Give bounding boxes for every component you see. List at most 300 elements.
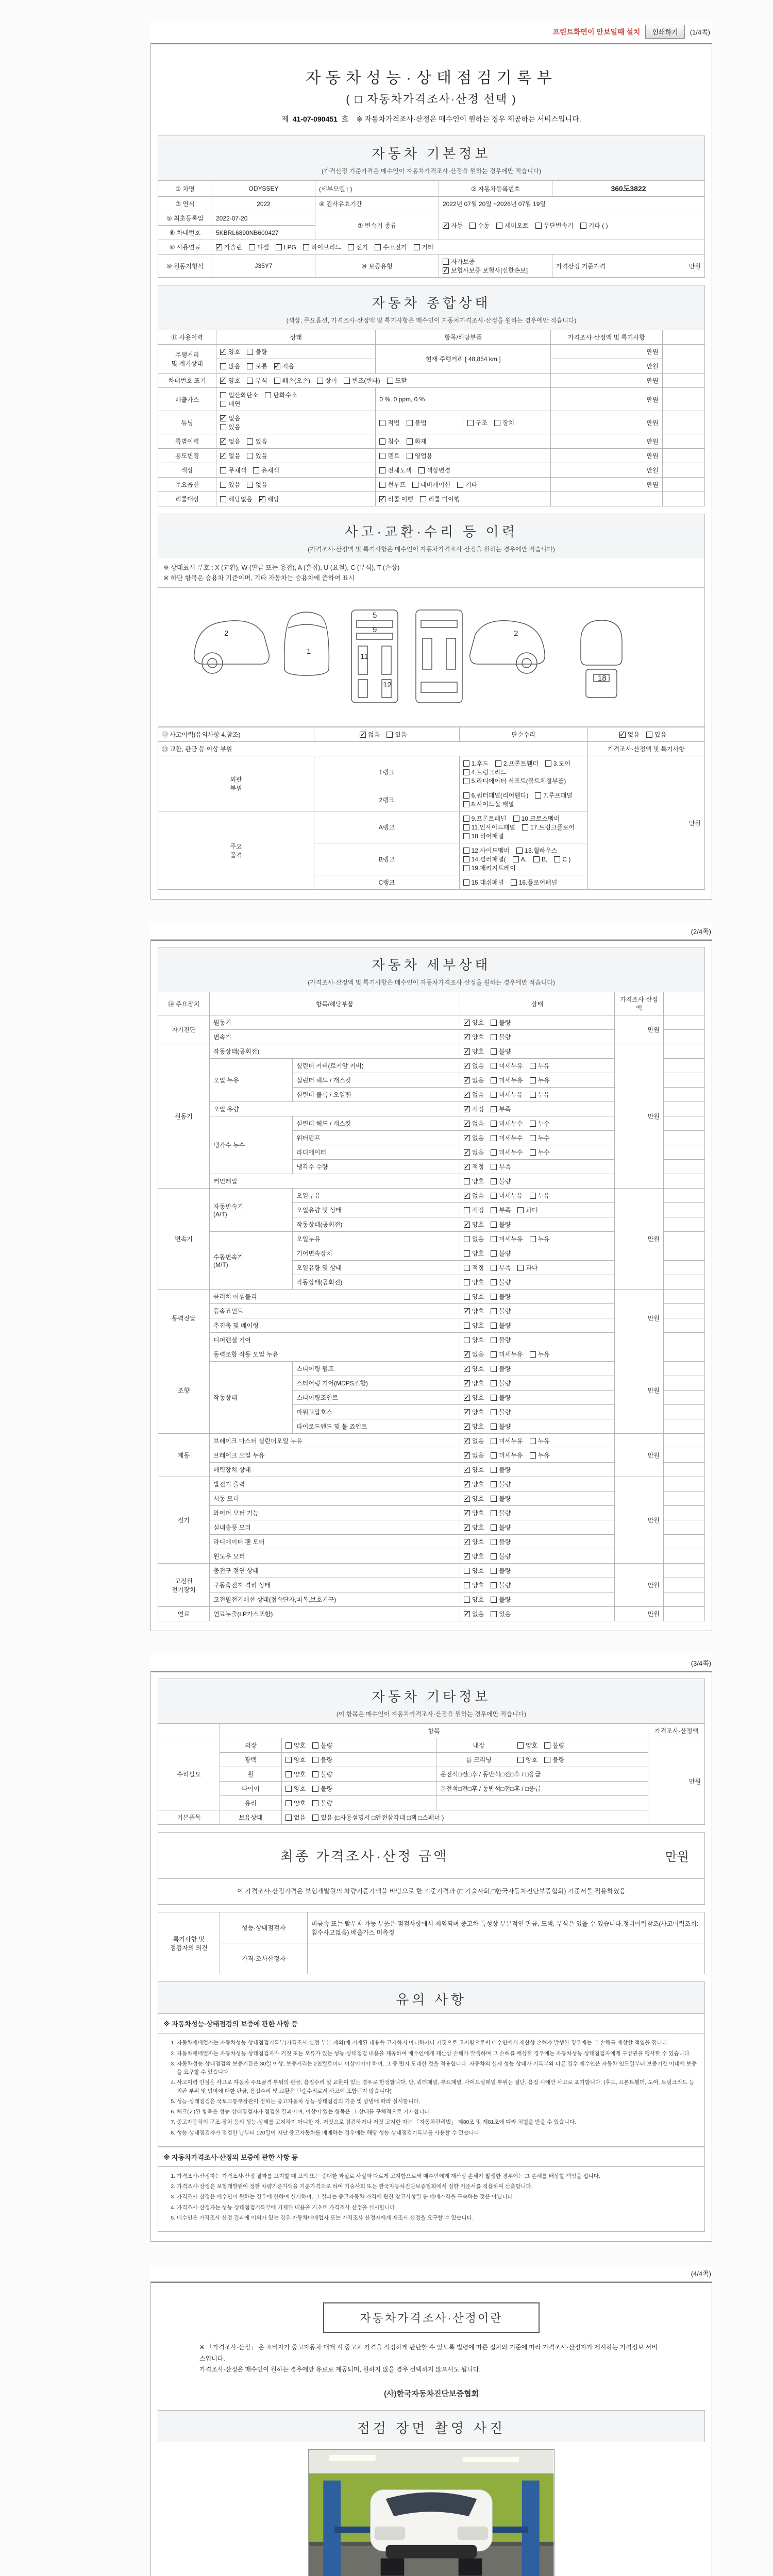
- checkbox-16.플로어패널[interactable]: [511, 878, 558, 887]
- checkbox-불량[interactable]: [491, 1047, 511, 1056]
- checkbox-양호[interactable]: [464, 1422, 484, 1431]
- checkbox-box[interactable]: [544, 1742, 550, 1749]
- checkbox-box[interactable]: [379, 496, 385, 502]
- checkbox-양호[interactable]: [464, 1566, 484, 1575]
- checkbox-네비게이션[interactable]: [412, 480, 450, 489]
- checkbox-양호[interactable]: [464, 1465, 484, 1474]
- checkbox-box[interactable]: [491, 1380, 497, 1386]
- checkbox-없음[interactable]: [464, 1451, 484, 1460]
- checkbox-4.트렁크리드[interactable]: [463, 768, 507, 776]
- checkbox-box[interactable]: [464, 1092, 470, 1098]
- checkbox-box[interactable]: [285, 1771, 292, 1777]
- checkbox-box[interactable]: [412, 482, 418, 488]
- checkbox-양호[interactable]: [285, 1784, 306, 1793]
- checkbox-없음[interactable]: [464, 1133, 484, 1142]
- checkbox-불량[interactable]: [491, 1537, 511, 1546]
- checkbox-있음[interactable]: [386, 730, 407, 739]
- checkbox-box[interactable]: [464, 1294, 470, 1300]
- checkbox-적음[interactable]: [274, 362, 294, 370]
- checkbox-미세누유[interactable]: [491, 1436, 523, 1445]
- checkbox-box[interactable]: [418, 467, 425, 473]
- checkbox-box[interactable]: [285, 1742, 292, 1749]
- checkbox-불량[interactable]: [491, 1523, 511, 1532]
- checkbox-양호[interactable]: [464, 1480, 484, 1488]
- checkbox-box[interactable]: [220, 378, 226, 384]
- checkbox-box[interactable]: [259, 496, 265, 502]
- checkbox-누유[interactable]: [530, 1191, 550, 1200]
- checkbox-12.사이드멤버[interactable]: [463, 846, 510, 855]
- checkbox-적정[interactable]: [464, 1162, 484, 1171]
- checkbox-불량[interactable]: [491, 1249, 511, 1258]
- checkbox-box[interactable]: [530, 1092, 536, 1098]
- checkbox-box[interactable]: [530, 1135, 536, 1141]
- checkbox-box[interactable]: [463, 769, 469, 775]
- checkbox-box[interactable]: [220, 453, 226, 459]
- checkbox-box[interactable]: [463, 760, 469, 767]
- checkbox-19.패키지트레이[interactable]: [463, 863, 516, 872]
- checkbox-자동[interactable]: [443, 221, 463, 230]
- checkbox-box[interactable]: [491, 1539, 497, 1545]
- checkbox-box[interactable]: [491, 1178, 497, 1184]
- checkbox-있음[interactable]: [491, 1609, 511, 1618]
- checkbox-box[interactable]: [414, 244, 420, 250]
- checkbox-box[interactable]: [491, 1582, 497, 1588]
- checkbox-box[interactable]: [464, 1236, 470, 1242]
- checkbox-box[interactable]: [464, 1265, 470, 1271]
- checkbox-없음[interactable]: [464, 1350, 484, 1359]
- checkbox-box[interactable]: [530, 1077, 536, 1083]
- checkbox-없음[interactable]: [220, 451, 240, 460]
- checkbox-불량[interactable]: [247, 347, 267, 356]
- checkbox-box[interactable]: [386, 732, 393, 738]
- checkbox-8.사이드실 패널[interactable]: [463, 800, 514, 808]
- checkbox-box[interactable]: [491, 1481, 497, 1487]
- checkbox-양호[interactable]: [464, 1379, 484, 1387]
- checkbox-box[interactable]: [580, 223, 586, 229]
- checkbox-box[interactable]: [464, 1452, 470, 1459]
- checkbox-box[interactable]: [220, 401, 226, 407]
- checkbox-box[interactable]: [247, 378, 253, 384]
- checkbox-box[interactable]: [274, 378, 280, 384]
- checkbox-있음[interactable]: [247, 437, 267, 446]
- checkbox-box[interactable]: [491, 1568, 497, 1574]
- checkbox-box[interactable]: [463, 833, 469, 839]
- checkbox-불량[interactable]: [491, 1307, 511, 1315]
- checkbox-box[interactable]: [463, 865, 469, 871]
- checkbox-적정[interactable]: [464, 1105, 484, 1113]
- checkbox-box[interactable]: [249, 244, 255, 250]
- checkbox-있음[interactable]: [646, 730, 666, 739]
- checkbox-누수[interactable]: [530, 1119, 550, 1128]
- checkbox-box[interactable]: [464, 1149, 470, 1156]
- checkbox-box[interactable]: [491, 1149, 497, 1156]
- checkbox-box[interactable]: [464, 1106, 470, 1112]
- checkbox-불량[interactable]: [491, 1480, 511, 1488]
- checkbox-box[interactable]: [464, 1063, 470, 1069]
- checkbox-세미오토[interactable]: [496, 221, 528, 230]
- checkbox-box[interactable]: [463, 801, 469, 807]
- checkbox-box[interactable]: [285, 1815, 292, 1821]
- checkbox-리콜 이행[interactable]: [379, 495, 413, 503]
- checkbox-box[interactable]: [491, 1510, 497, 1516]
- checkbox-box[interactable]: [348, 244, 354, 250]
- checkbox-box[interactable]: [491, 1423, 497, 1430]
- checkbox-있음 (□사용설명서 □안전삼각대 □잭 □스패너 )[interactable]: [312, 1813, 444, 1822]
- checkbox-box[interactable]: [535, 223, 542, 229]
- checkbox-해당[interactable]: [259, 495, 279, 503]
- checkbox-box[interactable]: [463, 856, 469, 862]
- checkbox-box[interactable]: [285, 1786, 292, 1792]
- checkbox-box[interactable]: [379, 467, 385, 473]
- checkbox-box[interactable]: [464, 1222, 470, 1228]
- checkbox-box[interactable]: [463, 879, 469, 886]
- checkbox-box[interactable]: [464, 1034, 470, 1040]
- print-button[interactable]: 인쇄하기: [645, 25, 684, 39]
- checkbox-11.인사이드패널[interactable]: [463, 823, 515, 832]
- checkbox-box[interactable]: [464, 1020, 470, 1026]
- checkbox-box[interactable]: [464, 1423, 470, 1430]
- checkbox-box[interactable]: [516, 848, 523, 854]
- checkbox-box[interactable]: [247, 482, 253, 488]
- checkbox-일산화탄소[interactable]: [220, 391, 258, 399]
- checkbox-부족[interactable]: [491, 1105, 511, 1113]
- checkbox-없음[interactable]: [464, 1191, 484, 1200]
- checkbox-box[interactable]: [253, 467, 259, 473]
- checkbox-box[interactable]: [387, 378, 393, 384]
- checkbox-양호[interactable]: [464, 1408, 484, 1416]
- checkbox-부족[interactable]: [491, 1263, 511, 1272]
- checkbox-box[interactable]: [464, 1279, 470, 1285]
- checkbox-변조(변타)[interactable]: [344, 376, 380, 385]
- checkbox-box[interactable]: [317, 378, 323, 384]
- checkbox-가솔린[interactable]: [216, 243, 242, 251]
- checkbox-C )[interactable]: [554, 856, 570, 863]
- checkbox-불량[interactable]: [312, 1755, 332, 1764]
- checkbox-box[interactable]: [494, 420, 500, 426]
- checkbox-기타[interactable]: [414, 243, 434, 251]
- checkbox-box[interactable]: [443, 267, 449, 274]
- checkbox-부족[interactable]: [491, 1206, 511, 1214]
- checkbox-부식[interactable]: [247, 376, 267, 385]
- checkbox-영업용[interactable]: [407, 451, 433, 460]
- checkbox-유채색[interactable]: [253, 466, 279, 474]
- checkbox-양호[interactable]: [464, 1177, 484, 1185]
- checkbox-box[interactable]: [464, 1193, 470, 1199]
- checkbox-box[interactable]: [491, 1250, 497, 1257]
- checkbox-미세누유[interactable]: [491, 1234, 523, 1243]
- checkbox-box[interactable]: [312, 1815, 318, 1821]
- checkbox-양호[interactable]: [464, 1509, 484, 1517]
- checkbox-누유[interactable]: [530, 1090, 550, 1099]
- checkbox-box[interactable]: [464, 1308, 470, 1314]
- checkbox-box[interactable]: [491, 1351, 497, 1358]
- checkbox-box[interactable]: [464, 1323, 470, 1329]
- checkbox-양호[interactable]: [464, 1581, 484, 1589]
- checkbox-box[interactable]: [491, 1395, 497, 1401]
- checkbox-수소전기[interactable]: [375, 243, 407, 251]
- checkbox-미세누수[interactable]: [491, 1119, 523, 1128]
- checkbox-B,[interactable]: [533, 856, 547, 863]
- checkbox-상이[interactable]: [317, 376, 337, 385]
- checkbox-양호[interactable]: [285, 1741, 306, 1750]
- checkbox-무단변속기[interactable]: [535, 221, 574, 230]
- checkbox-box[interactable]: [457, 482, 463, 488]
- checkbox-box[interactable]: [312, 1757, 318, 1763]
- checkbox-3.도어[interactable]: [545, 759, 570, 768]
- checkbox-box[interactable]: [491, 1265, 497, 1271]
- checkbox-box[interactable]: [463, 778, 469, 784]
- checkbox-box[interactable]: [464, 1121, 470, 1127]
- checkbox-양호[interactable]: [464, 1321, 484, 1330]
- checkbox-box[interactable]: [407, 438, 413, 445]
- checkbox-box[interactable]: [491, 1193, 497, 1199]
- checkbox-불량[interactable]: [491, 1494, 511, 1503]
- checkbox-없음[interactable]: [464, 1119, 484, 1128]
- checkbox-box[interactable]: [247, 363, 253, 369]
- checkbox-box[interactable]: [530, 1351, 536, 1358]
- checkbox-box[interactable]: [464, 1568, 470, 1574]
- checkbox-누수[interactable]: [530, 1148, 550, 1157]
- checkbox-box[interactable]: [619, 732, 626, 738]
- checkbox-box[interactable]: [530, 1452, 536, 1459]
- checkbox-box[interactable]: [220, 438, 226, 445]
- checkbox-box[interactable]: [247, 438, 253, 445]
- checkbox-1.후드[interactable]: [463, 759, 489, 768]
- checkbox-box[interactable]: [285, 1800, 292, 1806]
- checkbox-전기[interactable]: [348, 243, 368, 251]
- checkbox-box[interactable]: [464, 1077, 470, 1083]
- checkbox-box[interactable]: [463, 848, 469, 854]
- checkbox-불량[interactable]: [491, 1335, 511, 1344]
- checkbox-box[interactable]: [220, 349, 226, 355]
- checkbox-box[interactable]: [443, 223, 449, 229]
- checkbox-box[interactable]: [464, 1496, 470, 1502]
- checkbox-box[interactable]: [491, 1222, 497, 1228]
- checkbox-box[interactable]: [464, 1207, 470, 1213]
- checkbox-양호[interactable]: [464, 1047, 484, 1056]
- checkbox-불량[interactable]: [491, 1509, 511, 1517]
- checkbox-5.라디에이터 서포트(볼트체결부품)[interactable]: [463, 776, 566, 785]
- checkbox-양호[interactable]: [220, 347, 240, 356]
- checkbox-box[interactable]: [464, 1611, 470, 1617]
- checkbox-box[interactable]: [491, 1323, 497, 1329]
- checkbox-box[interactable]: [464, 1135, 470, 1141]
- checkbox-box[interactable]: [303, 244, 309, 250]
- checkbox-box[interactable]: [265, 392, 271, 398]
- checkbox-양호[interactable]: [464, 1335, 484, 1344]
- checkbox-누유[interactable]: [530, 1076, 550, 1084]
- print-install-note[interactable]: 프린트화면이 안보일때 설치: [552, 27, 641, 36]
- checkbox-box[interactable]: [220, 467, 226, 473]
- checkbox-누수[interactable]: [530, 1133, 550, 1142]
- checkbox-box[interactable]: [220, 482, 226, 488]
- checkbox-누유[interactable]: [530, 1436, 550, 1445]
- checkbox-box[interactable]: [379, 482, 385, 488]
- checkbox-box[interactable]: [491, 1611, 497, 1617]
- checkbox-불량[interactable]: [491, 1393, 511, 1402]
- checkbox-box[interactable]: [360, 732, 366, 738]
- checkbox-있음[interactable]: [220, 422, 240, 431]
- checkbox-10.크로스멤버[interactable]: [513, 814, 560, 823]
- checkbox-box[interactable]: [544, 1757, 550, 1763]
- checkbox-불법[interactable]: [407, 418, 427, 427]
- checkbox-양호[interactable]: [464, 1494, 484, 1503]
- checkbox-9.프론트패널[interactable]: [463, 814, 507, 823]
- checkbox-box[interactable]: [491, 1366, 497, 1372]
- checkbox-box[interactable]: [464, 1553, 470, 1560]
- checkbox-수동[interactable]: [469, 221, 490, 230]
- checkbox-미세누수[interactable]: [491, 1148, 523, 1157]
- checkbox-적정[interactable]: [464, 1263, 484, 1272]
- checkbox-box[interactable]: [491, 1279, 497, 1285]
- checkbox-없음[interactable]: [464, 1436, 484, 1445]
- checkbox-불량[interactable]: [491, 1278, 511, 1286]
- checkbox-box[interactable]: [276, 244, 282, 250]
- checkbox-없음[interactable]: [220, 414, 240, 422]
- checkbox-box[interactable]: [464, 1582, 470, 1588]
- checkbox-box[interactable]: [312, 1742, 318, 1749]
- checkbox-양호[interactable]: [464, 1393, 484, 1402]
- checkbox-box[interactable]: [220, 363, 226, 369]
- checkbox-box[interactable]: [464, 1337, 470, 1343]
- checkbox-17.트렁크플로어[interactable]: [522, 823, 575, 832]
- checkbox-적정[interactable]: [464, 1206, 484, 1214]
- checkbox-미세누유[interactable]: [491, 1076, 523, 1084]
- checkbox-box[interactable]: [530, 1063, 536, 1069]
- checkbox-box[interactable]: [491, 1092, 497, 1098]
- checkbox-불량[interactable]: [544, 1741, 564, 1750]
- checkbox-도말[interactable]: [387, 376, 407, 385]
- checkbox-box[interactable]: [464, 1481, 470, 1487]
- checkbox-누유[interactable]: [530, 1061, 550, 1070]
- checkbox-양호[interactable]: [517, 1755, 537, 1764]
- checkbox-box[interactable]: [464, 1164, 470, 1170]
- checkbox-미세누유[interactable]: [491, 1090, 523, 1099]
- checkbox-box[interactable]: [464, 1380, 470, 1386]
- checkbox-매연[interactable]: [220, 399, 240, 408]
- checkbox-box[interactable]: [464, 1597, 470, 1603]
- checkbox-6.쿼터패널(리어휀다)[interactable]: [463, 791, 529, 800]
- checkbox-없음[interactable]: [285, 1813, 306, 1822]
- checkbox-box[interactable]: [464, 1524, 470, 1531]
- checkbox-7.루프패널[interactable]: [535, 791, 572, 800]
- checkbox-양호[interactable]: [464, 1537, 484, 1546]
- checkbox-box[interactable]: [530, 1438, 536, 1444]
- checkbox-box[interactable]: [491, 1106, 497, 1112]
- checkbox-A,[interactable]: [513, 856, 527, 863]
- checkbox-box[interactable]: [491, 1077, 497, 1083]
- checkbox-자가보증[interactable]: [443, 257, 475, 266]
- checkbox-보통[interactable]: [247, 362, 267, 370]
- checkbox-box[interactable]: [511, 879, 517, 886]
- checkbox-box[interactable]: [517, 1265, 524, 1271]
- checkbox-불량[interactable]: [491, 1566, 511, 1575]
- checkbox-box[interactable]: [464, 1351, 470, 1358]
- checkbox-양호[interactable]: [464, 1523, 484, 1532]
- checkbox-box[interactable]: [491, 1496, 497, 1502]
- checkbox-있음[interactable]: [220, 480, 240, 489]
- checkbox-리콜 미이행[interactable]: [420, 495, 460, 503]
- checkbox-box[interactable]: [517, 1207, 524, 1213]
- checkbox-불량[interactable]: [312, 1784, 332, 1793]
- checkbox-box[interactable]: [464, 1395, 470, 1401]
- checkbox-불량[interactable]: [491, 1177, 511, 1185]
- checkbox-box[interactable]: [463, 824, 469, 831]
- checkbox-box[interactable]: [491, 1020, 497, 1026]
- checkbox-탄화수소[interactable]: [265, 391, 297, 399]
- checkbox-양호[interactable]: [285, 1755, 306, 1764]
- checkbox-box[interactable]: [467, 420, 474, 426]
- checkbox-box[interactable]: [463, 816, 469, 822]
- checkbox-box[interactable]: [469, 223, 476, 229]
- checkbox-box[interactable]: [530, 1149, 536, 1156]
- checkbox-box[interactable]: [554, 856, 560, 862]
- checkbox-불량[interactable]: [312, 1799, 332, 1807]
- checkbox-box[interactable]: [464, 1409, 470, 1415]
- checkbox-box[interactable]: [491, 1236, 497, 1242]
- checkbox-box[interactable]: [535, 792, 541, 799]
- checkbox-box[interactable]: [420, 496, 426, 502]
- checkbox-장치[interactable]: [494, 418, 514, 427]
- checkbox-디젤[interactable]: [249, 243, 269, 251]
- checkbox-box[interactable]: [312, 1786, 318, 1792]
- checkbox-box[interactable]: [379, 453, 385, 459]
- checkbox-box[interactable]: [530, 1193, 536, 1199]
- checkbox-box[interactable]: [464, 1366, 470, 1372]
- checkbox-box[interactable]: [285, 1757, 292, 1763]
- checkbox-box[interactable]: [491, 1452, 497, 1459]
- checkbox-box[interactable]: [491, 1409, 497, 1415]
- checkbox-box[interactable]: [220, 496, 226, 502]
- checkbox-불량[interactable]: [491, 1581, 511, 1589]
- checkbox-없음[interactable]: [464, 1609, 484, 1618]
- checkbox-box[interactable]: [530, 1236, 536, 1242]
- checkbox-양호[interactable]: [285, 1770, 306, 1778]
- checkbox-누유[interactable]: [530, 1451, 550, 1460]
- checkbox-누유[interactable]: [530, 1234, 550, 1243]
- checkbox-기타[interactable]: [457, 480, 477, 489]
- checkbox-box[interactable]: [646, 732, 652, 738]
- checkbox-없음[interactable]: [464, 1090, 484, 1099]
- checkbox-썬루프[interactable]: [379, 480, 406, 489]
- checkbox-box[interactable]: [491, 1553, 497, 1560]
- checkbox-불량[interactable]: [312, 1770, 332, 1778]
- checkbox-box[interactable]: [216, 244, 222, 250]
- checkbox-미세누유[interactable]: [491, 1451, 523, 1460]
- checkbox-양호[interactable]: [464, 1307, 484, 1315]
- checkbox-양호[interactable]: [220, 376, 240, 385]
- checkbox-box[interactable]: [495, 760, 501, 767]
- checkbox-없음[interactable]: [464, 1234, 484, 1243]
- checkbox-box[interactable]: [464, 1510, 470, 1516]
- checkbox-양호[interactable]: [464, 1278, 484, 1286]
- checkbox-box[interactable]: [491, 1597, 497, 1603]
- checkbox-렌트[interactable]: [379, 451, 399, 460]
- checkbox-box[interactable]: [464, 1178, 470, 1184]
- checkbox-LPG[interactable]: [276, 244, 296, 251]
- checkbox-없음[interactable]: [464, 1148, 484, 1157]
- checkbox-box[interactable]: [491, 1164, 497, 1170]
- checkbox-기타 ( )[interactable]: [580, 221, 608, 230]
- checkbox-box[interactable]: [247, 349, 253, 355]
- checkbox-보험사보증 보험사[신한손보][interactable]: [443, 266, 528, 275]
- checkbox-box[interactable]: [407, 453, 413, 459]
- checkbox-15.대쉬패널[interactable]: [463, 878, 504, 887]
- checkbox-양호[interactable]: [464, 1249, 484, 1258]
- checkbox-하이브리드[interactable]: [303, 243, 341, 251]
- checkbox-누유[interactable]: [530, 1350, 550, 1359]
- checkbox-불량[interactable]: [491, 1032, 511, 1041]
